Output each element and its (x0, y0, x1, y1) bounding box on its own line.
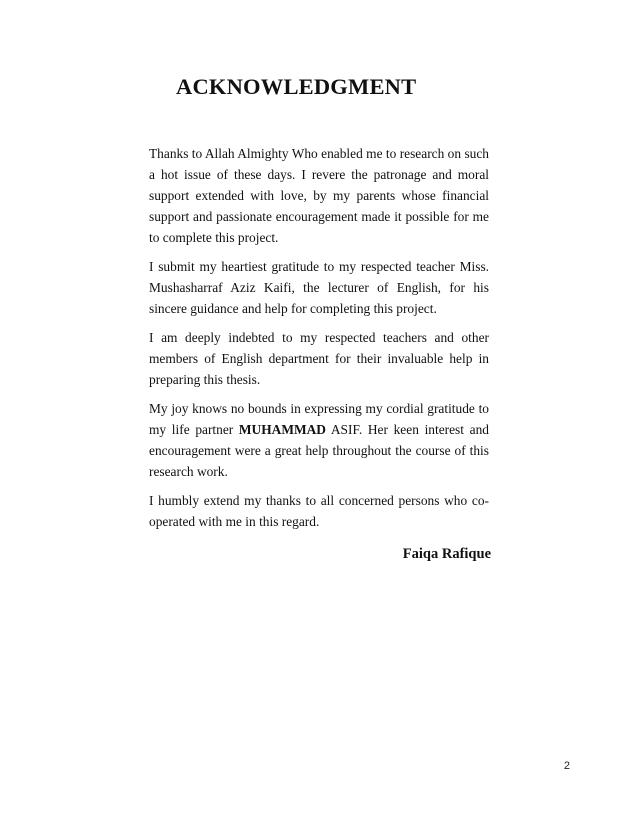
page-number: 2 (563, 760, 570, 772)
author-signature: Faiqa Rafique (402, 546, 491, 562)
paragraph-4 (149, 398, 489, 482)
paragraph-1: Thanks to Allah Almighty Who enabled me to research on such a hot issue of these days. I revere the patronage and moral support extended with love, by my parents whose financial support and passionate encouragement made it possible for me to complete this project. (149, 146, 489, 245)
acknowledgment-body (149, 143, 489, 540)
paragraph-5: I humbly extend my thanks to all concerned persons who co-operated with me in this regard. (149, 493, 489, 529)
paragraph-2: I submit my heartiest gratitude to my respected teacher Miss. Mushasharraf Aziz Kaifi, the lecturer of English, for his sincere guidance and help for completing this project. (149, 259, 489, 316)
paragraph-3: I am deeply indebted to my respected teachers and other members of English department for their invaluable help in preparing this thesis. (149, 330, 489, 387)
paragraph-4-text-after: ASIF. Her keen interest and encouragement were a great help throughout the course of this research work. (149, 422, 489, 479)
paragraph-4-text-before: My joy knows no bounds in expressing my cordial gratitude to my life partner (149, 401, 489, 437)
page-title: ACKNOWLEDGMENT (176, 74, 417, 99)
partner-name-emphasis: MUHAMMAD (238, 422, 326, 437)
